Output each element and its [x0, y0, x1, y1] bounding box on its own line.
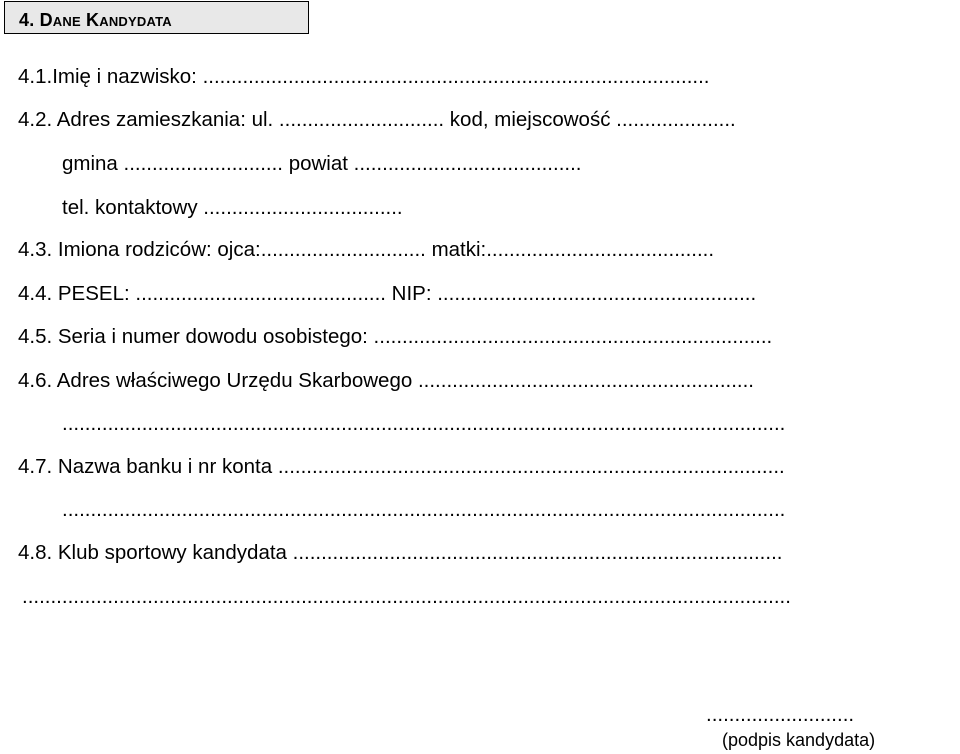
signature-label: (podpis kandydata) [722, 730, 876, 750]
field-bank-continued[interactable]: ............................................................................................................................... [62, 498, 786, 521]
signature-line[interactable]: .......................... [706, 703, 855, 726]
field-bank[interactable]: 4.7. Nazwa banku i nr konta ......................................................................................... [18, 455, 785, 478]
field-gmina-powiat[interactable]: gmina ............................ powiat ........................................ [62, 152, 582, 175]
field-parents[interactable]: 4.3. Imiona rodziców: ojca:............................. matki:........................................ [18, 238, 715, 261]
field-pesel-nip[interactable]: 4.4. PESEL: ............................................ NIP: ........................................................ [18, 282, 757, 305]
section-title: 4. Dane Kandydata [19, 10, 172, 30]
field-tax-office[interactable]: 4.6. Adres właściwego Urzędu Skarbowego ........................................................... [18, 369, 754, 392]
field-sports-club[interactable]: 4.8. Klub sportowy kandydata ...................................................................................... [18, 541, 783, 564]
field-tax-office-continued[interactable]: ............................................................................................................................... [62, 412, 786, 435]
field-phone[interactable]: tel. kontaktowy ................................... [62, 196, 403, 219]
field-name[interactable]: 4.1.Imię i nazwisko: ......................................................................................... [18, 65, 710, 88]
field-id-document[interactable]: 4.5. Seria i numer dowodu osobistego: ...................................................................... [18, 325, 773, 348]
field-address[interactable]: 4.2. Adres zamieszkania: ul. ............................. kod, miejscowość ..................... [18, 108, 736, 131]
field-sports-club-continued[interactable]: ....................................................................................................................................... [22, 585, 791, 608]
section-header [4, 1, 309, 34]
